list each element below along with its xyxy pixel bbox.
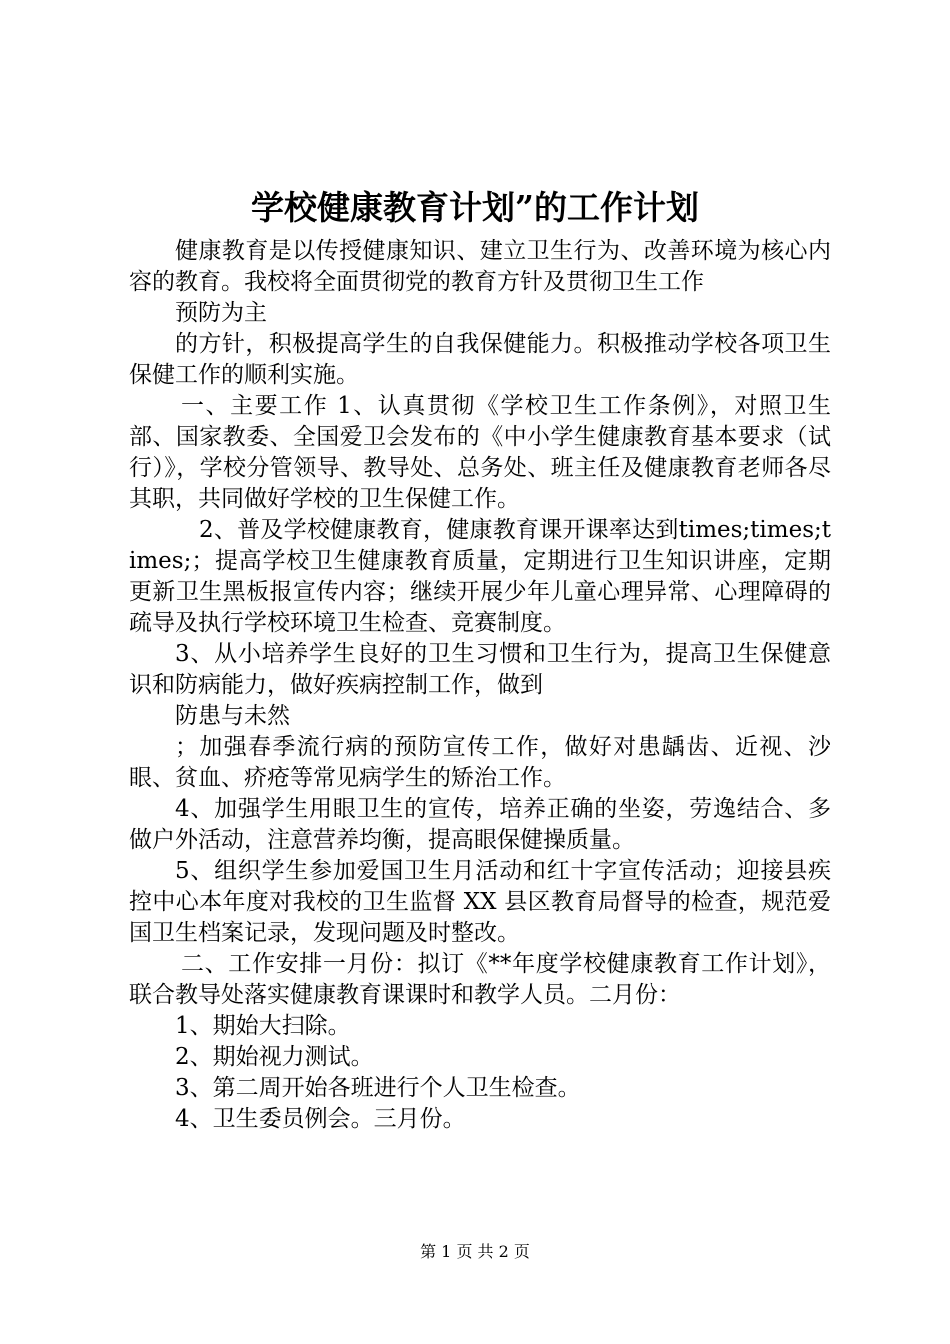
paragraph-main-work-5: 5、组织学生参加爱国卫生月活动和红十字宣传活动；迎接县疾控中心本年度对我校的卫生监督 XX 县区教育局督导的检查，规范爱国卫生档案记录，发现问题及时整改。 bbox=[129, 858, 831, 946]
paragraph-main-work-1: 一、主要工作 1、认真贯彻《学校卫生工作条例》，对照卫生部、国家教委、全国爱卫会发布的《中小学生健康教育基本要求（试行）》，学校分管领导、教导处、总务处、班主任及健康教育老师各尽其职，共同做好学校的卫生保健工作。 bbox=[129, 393, 831, 512]
paragraph-prevention-principle: 预防为主 bbox=[175, 300, 267, 326]
list-item: 4、卫生委员例会。三月份。 bbox=[175, 1106, 466, 1132]
paragraph-policy: 的方针，积极提高学生的自我保健能力。积极推动学校各项卫生保健工作的顺利实施。 bbox=[129, 331, 831, 388]
document-title: 学校健康教育计划”的工作计划 bbox=[251, 188, 699, 227]
paragraph-main-work-3: 3、从小培养学生良好的卫生习惯和卫生行为，提高卫生保健意识和防病能力，做好疾病控制工作，做到 bbox=[129, 641, 831, 698]
paragraph-intro: 健康教育是以传授健康知识、建立卫生行为、改善环境为核心内容的教育。我校将全面贯彻党的教育方针及贯彻卫生工作 bbox=[129, 238, 831, 295]
list-item: 3、第二周开始各班进行个人卫生检查。 bbox=[175, 1075, 581, 1101]
list-item: 2、期始视力测试。 bbox=[175, 1044, 374, 1070]
paragraph-spring-disease: ；加强春季流行病的预防宣传工作，做好对患龋齿、近视、沙眼、贫血、疥疮等常见病学生的矫治工作。 bbox=[129, 734, 831, 791]
paragraph-main-work-4: 4、加强学生用眼卫生的宣传，培养正确的坐姿，劳逸结合、多做户外活动，注意营养均衡，提高眼保健操质量。 bbox=[129, 796, 831, 853]
document-body bbox=[129, 236, 831, 1135]
paragraph-main-work-2: 2、普及学校健康教育，健康教育课开课率达到times;times;times;；提高学校卫生健康教育质量，定期进行卫生知识讲座，定期更新卫生黑板报宣传内容；继续开展少年儿童心理异常、心理障碍的疏导及执行学校环境卫生检查、竞赛制度。 bbox=[129, 517, 831, 636]
paragraph-schedule: 二、工作安排一月份：拟订《**年度学校健康教育工作计划》，联合教导处落实健康教育课课时和教学人员。二月份： bbox=[129, 951, 831, 1008]
paragraph-prevent-before: 防患与未然 bbox=[175, 703, 290, 729]
list-item: 1、期始大扫除。 bbox=[175, 1013, 351, 1039]
page-number-footer: 第 1 页 共 2 页 bbox=[420, 1242, 530, 1261]
